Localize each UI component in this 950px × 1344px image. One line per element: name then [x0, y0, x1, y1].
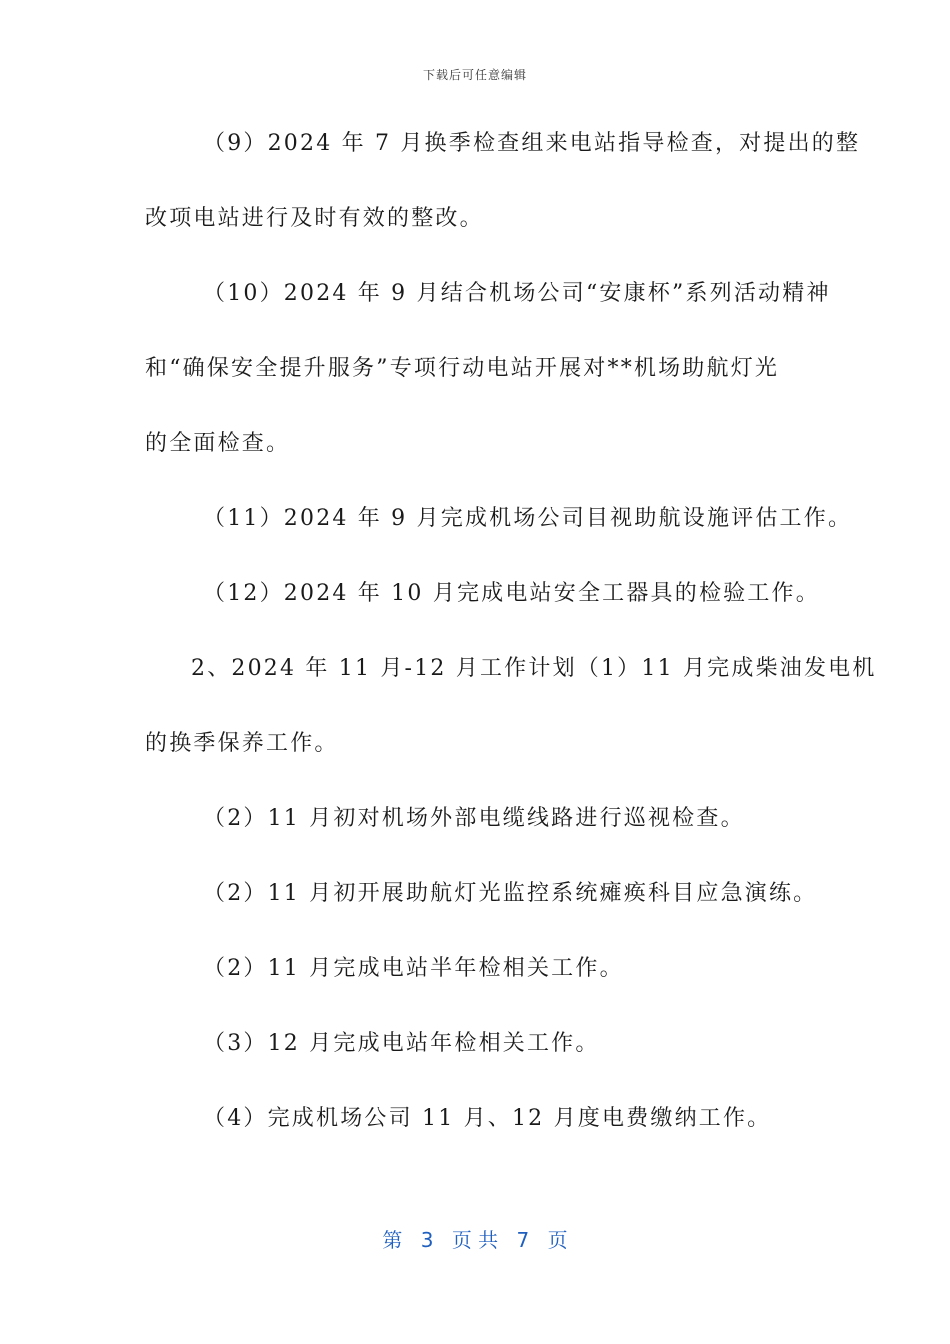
paragraph-line: （4）完成机场公司 11 月、12 月度电费缴纳工作。: [203, 1106, 772, 1131]
paragraph-line: （2）11 月初开展助航灯光监控系统瘫痪科目应急演练。: [203, 881, 818, 906]
paragraph-line: 的换季保养工作。: [145, 731, 339, 756]
paragraph-line: （3）12 月完成电站年检相关工作。: [203, 1031, 600, 1056]
paragraph-line: （9）2024 年 7 月换季检查组来电站指导检查，对提出的整: [203, 131, 861, 156]
footer-total-pages: 7: [516, 1228, 530, 1252]
footer-label-di: 第: [382, 1228, 403, 1252]
paragraph-line: 和“确保安全提升服务”专项行动电站开展对**机场助航灯光: [145, 356, 780, 381]
paragraph-line: （10）2024 年 9 月结合机场公司“安康杯”系列活动精神: [203, 281, 831, 306]
paragraph-line: （2）11 月初对机场外部电缆线路进行巡视检查。: [203, 806, 745, 831]
page-header: 下载后可任意编辑: [422, 68, 527, 82]
paragraph-line: 的全面检查。: [145, 431, 291, 456]
paragraph-line: 2、2024 年 11 月-12 月工作计划（1）11 月完成柴油发电机: [191, 656, 877, 681]
footer-label-ye-gong: 页 共: [451, 1228, 499, 1252]
paragraph-line: （11）2024 年 9 月完成机场公司目视助航设施评估工作。: [203, 506, 853, 531]
page-footer: [0, 1224, 950, 1253]
paragraph-line: 改项电站进行及时有效的整改。: [145, 206, 484, 231]
paragraph-line: （12）2024 年 10 月完成电站安全工器具的检验工作。: [203, 581, 820, 606]
footer-page-number: 3: [420, 1228, 434, 1252]
footer-label-ye: 页: [547, 1228, 568, 1252]
paragraph-line: （2）11 月完成电站半年检相关工作。: [203, 956, 624, 981]
